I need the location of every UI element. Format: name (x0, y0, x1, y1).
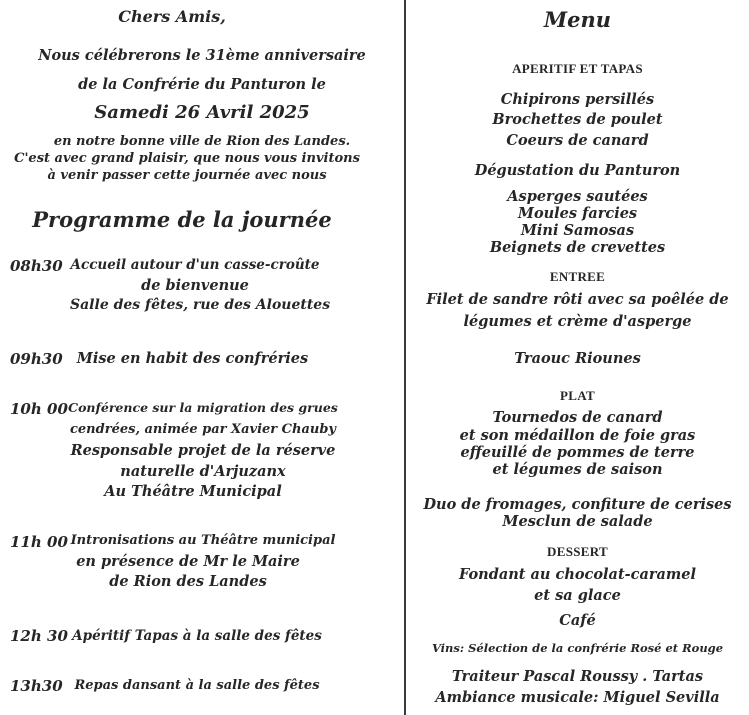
programme-activity-line: de bienvenue (141, 277, 249, 294)
menu-dish: Asperges sautées (507, 188, 648, 205)
programme-activity-line: Mise en habit des confréries (76, 350, 309, 367)
programme-time: 09h30 (10, 350, 63, 368)
menu-dish: Mesclun de salade (502, 513, 653, 530)
programme-time: 10h 00 (10, 400, 68, 418)
intro-line-2: de la Confrérie du Panturon le (78, 76, 326, 93)
caterer-note: Traiteur Pascal Roussy . Tartas (451, 668, 704, 685)
menu-dish: Beignets de crevettes (489, 239, 666, 256)
programme-time: 08h30 (10, 257, 63, 275)
programme-activity-line: Intronisations au Théâtre municipal (70, 533, 336, 548)
programme-activity-line: cendrées, animée par Xavier Chauby (70, 422, 336, 437)
menu-dish: Mini Samosas (520, 222, 635, 239)
programme-activity-line: Repas dansant à la salle des fêtes (74, 678, 320, 693)
degustation-heading: Dégustation du Panturon (474, 162, 681, 179)
menu-dish: effeuillé de pommes de terre (460, 444, 695, 461)
programme-activity-line: Apéritif Tapas à la salle des fêtes (72, 628, 322, 644)
menu-dish: Chipirons persillés (500, 91, 655, 108)
menu-dish: et légumes de saison (492, 461, 663, 478)
menu-dish: Duo de fromages, confiture de cerises (423, 496, 732, 513)
menu-title: Menu (543, 7, 612, 32)
dessert-heading: DESSERT (547, 544, 608, 559)
music-note: Ambiance musicale: Miguel Sevilla (435, 689, 720, 706)
menu-dish: Tournedos de canard (492, 409, 663, 426)
plat-heading: PLAT (560, 388, 595, 403)
menu-dish: Filet de sandre rôti avec sa poêlée de (426, 291, 729, 308)
menu-dish: et son médaillon de foie gras (459, 427, 696, 444)
aperitif-heading: APERITIF ET TAPAS (512, 61, 643, 76)
intro-line-1: Nous célébrerons le 31ème anniversaire (38, 47, 366, 64)
programme-activity-line: en présence de Mr le Maire (76, 553, 300, 570)
intro-line-5: C'est avec grand plaisir, que nous vous invitons (14, 151, 360, 166)
programme-time: 12h 30 (10, 627, 68, 645)
programme-activity-line: Conférence sur la migration des grues (68, 400, 338, 415)
programme-time: 11h 00 (10, 533, 68, 551)
greeting: Chers Amis, (118, 7, 226, 26)
programme-activity-line: Responsable projet de la réserve (70, 442, 336, 459)
programme-activity-line: Salle des fêtes, rue des Alouettes (70, 297, 331, 313)
programme-activity-line: de Rion des Landes (109, 573, 267, 590)
menu-dish: Fondant au chocolat-caramel (458, 566, 697, 583)
event-date: Samedi 26 Avril 2025 (94, 102, 310, 123)
menu-dish: Brochettes de poulet (492, 111, 663, 128)
programme-title: Programme de la journée (32, 207, 332, 232)
intro-line-4: en notre bonne ville de Rion des Landes. (53, 134, 351, 149)
menu-dish: Coeurs de canard (506, 132, 649, 149)
programme-activity-line: naturelle d'Arjuzanx (120, 463, 286, 480)
intro-line-6: à venir passer cette journée avec nous (47, 168, 327, 183)
menu-dish: Moules farcies (517, 205, 638, 222)
menu-dish: Café (559, 612, 596, 629)
wine-note: Vins: Sélection de la confrérie Rosé et Rouge (431, 641, 724, 655)
programme-activity-line: Accueil autour d'un casse-croûte (70, 257, 320, 273)
menu-dish: et sa glace (534, 587, 621, 604)
menu-dish: légumes et crème d'asperge (463, 313, 692, 330)
entree-heading: ENTREE (549, 269, 606, 284)
menu-dish: Traouc Riounes (514, 350, 641, 367)
programme-activity-line: Au Théâtre Municipal (104, 483, 282, 500)
programme-time: 13h30 (10, 677, 63, 695)
